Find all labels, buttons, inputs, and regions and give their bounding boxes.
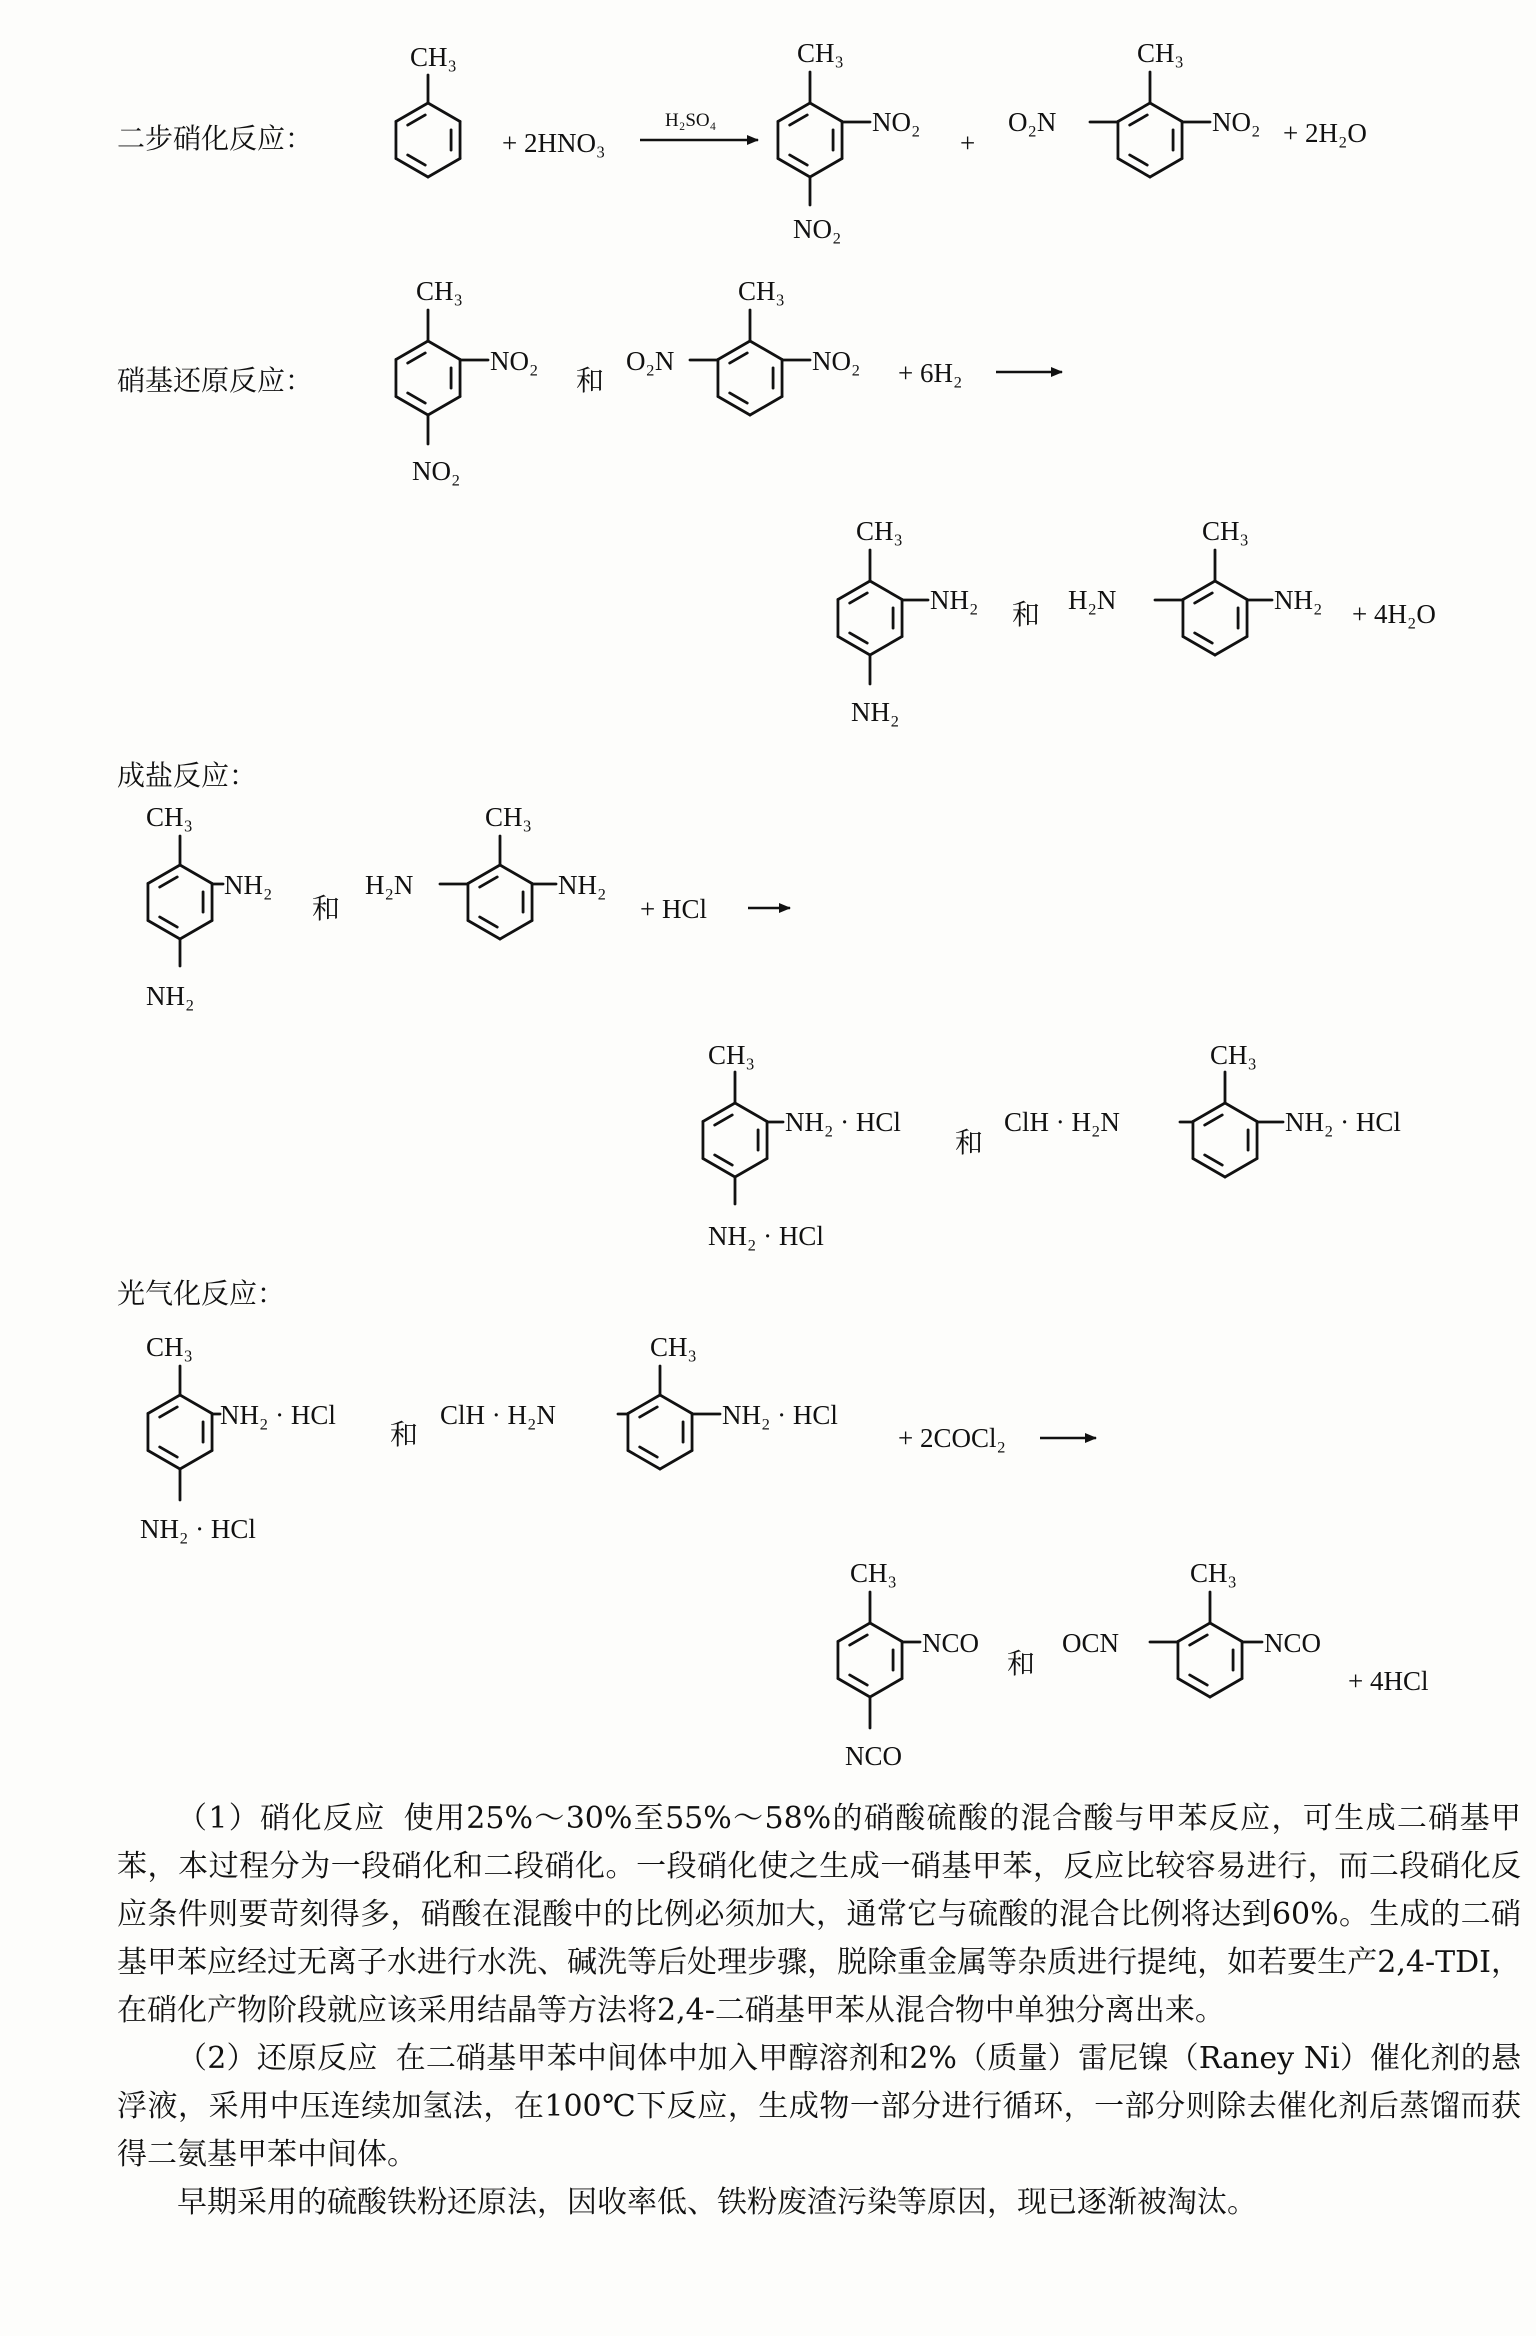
ring-double-bond [730,353,748,363]
ring-double-bond [408,155,426,165]
ring-bond [500,865,532,884]
ring-bond [180,921,212,940]
ammonium-chloride-label: NH₂ · HCl [722,1400,838,1430]
paragraph-nitration [117,1795,1521,2035]
water-byproduct: + 2H₂O [1283,118,1367,148]
isocyanate-group-label: NCO [922,1628,980,1658]
paragraph-heading: （1）硝化反应 [177,1801,386,1836]
diaminotoluene-26-dihydrochloride-structure [1004,1040,1401,1177]
ring-bond [428,159,460,178]
diaminotoluene-24-dihydrochloride-structure [140,1332,336,1544]
sulfuric-acid-catalyst: H₂SO₄ [665,110,717,131]
ring-double-bond [408,393,426,403]
ring-bond [1193,1103,1225,1122]
nitro-group-label: NO₂ [793,214,842,244]
methyl-label: CH₃ [416,276,463,306]
benzene-ring [396,103,460,177]
dinitrotoluene-24-structure [778,38,920,244]
ring-bond [660,1451,692,1470]
ring-bond [1215,637,1247,656]
amino-group-label: NH₂ [930,585,979,615]
ring-double-bond [1205,1155,1223,1165]
benzene-ring [396,341,460,415]
isocyanate-group-label: NCO [1264,1628,1322,1658]
ring-bond [1215,581,1247,600]
hcl-reagent: + HCl [640,894,707,924]
nitro-group-label: O₂N [1008,107,1057,137]
methyl-label: CH₃ [650,1332,697,1362]
ring-bond [1193,1159,1225,1178]
ring-double-bond [850,1635,868,1645]
ring-bond [750,341,782,360]
benzene-ring [468,865,532,939]
methyl-label: CH₃ [850,1558,897,1588]
nitro-group-label: NO₂ [412,456,461,486]
amino-group-label: H₂N [365,870,414,900]
ring-bond [703,1159,735,1178]
benzene-ring [628,1395,692,1469]
tdi-24-structure [838,1558,979,1771]
benzene-ring [1183,581,1247,655]
ring-double-bond [480,877,498,887]
ring-bond [870,637,902,656]
ring-bond [396,397,428,416]
ring-bond [1210,1623,1242,1642]
methyl-label: CH₃ [738,276,785,306]
methyl-label: CH₃ [410,42,457,72]
and-connector: 和 [576,366,605,397]
ring-bond [870,1623,902,1642]
ring-double-bond [160,917,178,927]
ring-bond [148,865,180,884]
benzene-ring [838,1623,902,1697]
ring-bond [778,159,810,178]
ring-bond [778,103,810,122]
ring-double-bond [850,1675,868,1685]
ring-double-bond [160,1447,178,1457]
benzene-ring [148,1395,212,1469]
and-connector: 和 [1007,1649,1036,1680]
paragraph-iron-powder-note [117,2179,1521,2227]
ring-double-bond [1195,593,1213,603]
ring-bond [1150,103,1182,122]
ring-bond [628,1451,660,1470]
ammonium-chloride-label: NH₂ · HCl [220,1400,336,1430]
ring-bond [1183,637,1215,656]
benzene-ring [703,1103,767,1177]
reaction-2-title: 硝基还原反应： [117,366,314,397]
paragraph-body: 在二硝基甲苯中间体中加入甲醇溶剂和2%（质量）雷尼镍（Raney Ni）催化剂的悬浮液，采用中压连续加氢法，在100℃下反应，生成物一部分进行循环，一部分则除去催化剂后蒸馏而获得二氨基甲苯中间体。 [117,2041,1521,2172]
reaction-3-title: 成盐反应： [117,761,258,792]
ring-bond [1225,1159,1257,1178]
toluene-structure [396,42,460,177]
ring-bond [838,1679,870,1698]
methyl-label: CH₃ [797,38,844,68]
ring-bond [735,1103,767,1122]
benzene-ring [148,865,212,939]
water-byproduct: + 4H₂O [1352,599,1436,629]
ring-bond [180,1451,212,1470]
ring-bond [1150,159,1182,178]
reaction-4-title: 光气化反应： [117,1279,286,1310]
methyl-label: CH₃ [1202,516,1249,546]
isocyanate-group-label: OCN [1062,1628,1120,1658]
ring-bond [810,103,842,122]
ammonium-chloride-label: ClH · H₂N [440,1400,556,1430]
methyl-label: CH₃ [1137,38,1184,68]
ring-double-bond [1190,1675,1208,1685]
benzene-ring [718,341,782,415]
ring-bond [148,921,180,940]
ring-bond [148,1395,180,1414]
ring-bond [1225,1103,1257,1122]
ammonium-chloride-label: NH₂ · HCl [140,1514,256,1544]
ring-bond [735,1159,767,1178]
ring-double-bond [408,115,426,125]
dinitrotoluene-24-structure [396,276,538,486]
ring-double-bond [640,1407,658,1417]
ring-bond [1178,1623,1210,1642]
ring-double-bond [160,877,178,887]
ring-bond [870,581,902,600]
paragraph-body: 早期采用的硫酸铁粉还原法，因收率低、铁粉废渣污染等原因，现已逐渐被淘汰。 [177,2185,1257,2220]
hcl-byproduct: + 4HCl [1348,1666,1429,1696]
diaminotoluene-24-structure [838,516,978,727]
diaminotoluene-26-structure [365,802,606,939]
ring-bond [1178,1679,1210,1698]
and-connector: 和 [955,1128,984,1159]
diaminotoluene-26-structure [1068,516,1322,655]
ring-bond [428,341,460,360]
ring-bond [396,341,428,360]
ammonium-chloride-label: NH₂ · HCl [1285,1107,1401,1137]
dinitrotoluene-26-structure [1008,38,1260,177]
and-connector: 和 [390,1420,419,1451]
ring-bond [810,159,842,178]
ring-double-bond [1130,115,1148,125]
ring-double-bond [790,115,808,125]
paragraph-body: 使用25%～30%至55%～58%的硝酸硫酸的混合酸与甲苯反应，可生成二硝基甲苯，本过程分为一段硝化和二段硝化。一段硝化使之生成一硝基甲苯，反应比较容易进行，而二段硝化反应条件则要苛刻得多，硝酸在混酸中的比例必须加大，通常它与硫酸的混合比例将达到60%。生成的二硝基甲苯应经过无离子水进行水洗、碱洗等后处理步骤，脱除重金属等杂质进行提纯，如若要生产2,4-TDI，在硝化产物阶段就应该采用结晶等方法将2,4-二硝基甲苯从混合物中单独分离出来。 [117,1801,1522,2028]
ring-bond [1118,103,1150,122]
nitro-group-label: O₂N [626,346,675,376]
amino-group-label: NH₂ [224,870,273,900]
ring-bond [396,103,428,122]
phosgene-reagent: + 2COCl₂ [898,1423,1006,1453]
amino-group-label: NH₂ [146,981,195,1011]
nitric-acid-label: + 2HNO₃ [502,128,606,158]
ring-double-bond [715,1155,733,1165]
ring-double-bond [160,1407,178,1417]
benzene-ring [1178,1623,1242,1697]
dinitrotoluene-26-structure [626,276,860,415]
explanatory-text [117,1795,1521,2227]
reaction-1-title: 二步硝化反应： [117,124,314,155]
amino-group-label: H₂N [1068,585,1117,615]
ring-bond [838,581,870,600]
ring-bond [1210,1679,1242,1698]
amino-group-label: NH₂ [851,697,900,727]
amino-group-label: NH₂ [558,870,607,900]
ring-bond [718,341,750,360]
isocyanate-group-label: NCO [845,1741,903,1771]
ammonium-chloride-label: NH₂ · HCl [708,1221,824,1251]
ring-bond [870,1679,902,1698]
methyl-label: CH₃ [1210,1040,1257,1070]
ring-bond [500,921,532,940]
and-connector: 和 [1012,600,1041,631]
ring-bond [1183,581,1215,600]
methyl-label: CH₃ [485,802,532,832]
ring-bond [703,1103,735,1122]
ring-bond [468,921,500,940]
ring-double-bond [1190,1635,1208,1645]
ring-bond [428,103,460,122]
ring-double-bond [1195,633,1213,643]
ring-bond [1118,159,1150,178]
nitro-group-label: NO₂ [872,107,921,137]
ammonium-chloride-label: ClH · H₂N [1004,1107,1120,1137]
ring-bond [838,1623,870,1642]
nitro-group-label: NO₂ [490,346,539,376]
paragraph-heading: （2）还原反应 [177,2041,378,2076]
methyl-label: CH₃ [856,516,903,546]
ring-bond [750,397,782,416]
ring-bond [838,637,870,656]
ring-double-bond [730,393,748,403]
ring-double-bond [850,593,868,603]
plus-sign: + [960,128,976,158]
paragraph-reduction [117,2035,1521,2179]
and-connector: 和 [312,894,341,925]
diaminotoluene-24-structure [146,802,272,1011]
ring-double-bond [408,353,426,363]
diaminotoluene-26-dihydrochloride-structure [440,1332,838,1469]
ring-bond [148,1451,180,1470]
ring-double-bond [1130,155,1148,165]
ring-bond [628,1395,660,1414]
methyl-label: CH₃ [1190,1558,1237,1588]
ring-double-bond [715,1115,733,1125]
hydrogen-reagent: + 6H₂ [898,358,963,388]
ring-double-bond [1205,1115,1223,1125]
ring-double-bond [640,1447,658,1457]
methyl-label: CH₃ [146,1332,193,1362]
ammonium-chloride-label: NH₂ · HCl [785,1107,901,1137]
benzene-ring [778,103,842,177]
methyl-label: CH₃ [146,802,193,832]
ring-double-bond [480,917,498,927]
ring-bond [396,159,428,178]
amino-group-label: NH₂ [1274,585,1323,615]
ring-bond [660,1395,692,1414]
nitro-group-label: NO₂ [812,346,861,376]
ring-bond [468,865,500,884]
benzene-ring [1118,103,1182,177]
ring-double-bond [850,633,868,643]
ring-bond [718,397,750,416]
benzene-ring [838,581,902,655]
tdi-26-structure [1062,1558,1321,1697]
benzene-ring [1193,1103,1257,1177]
ring-bond [180,865,212,884]
ring-double-bond [790,155,808,165]
methyl-label: CH₃ [708,1040,755,1070]
nitro-group-label: NO₂ [1212,107,1261,137]
diaminotoluene-24-dihydrochloride-structure [703,1040,901,1251]
ring-bond [428,397,460,416]
ring-bond [180,1395,212,1414]
